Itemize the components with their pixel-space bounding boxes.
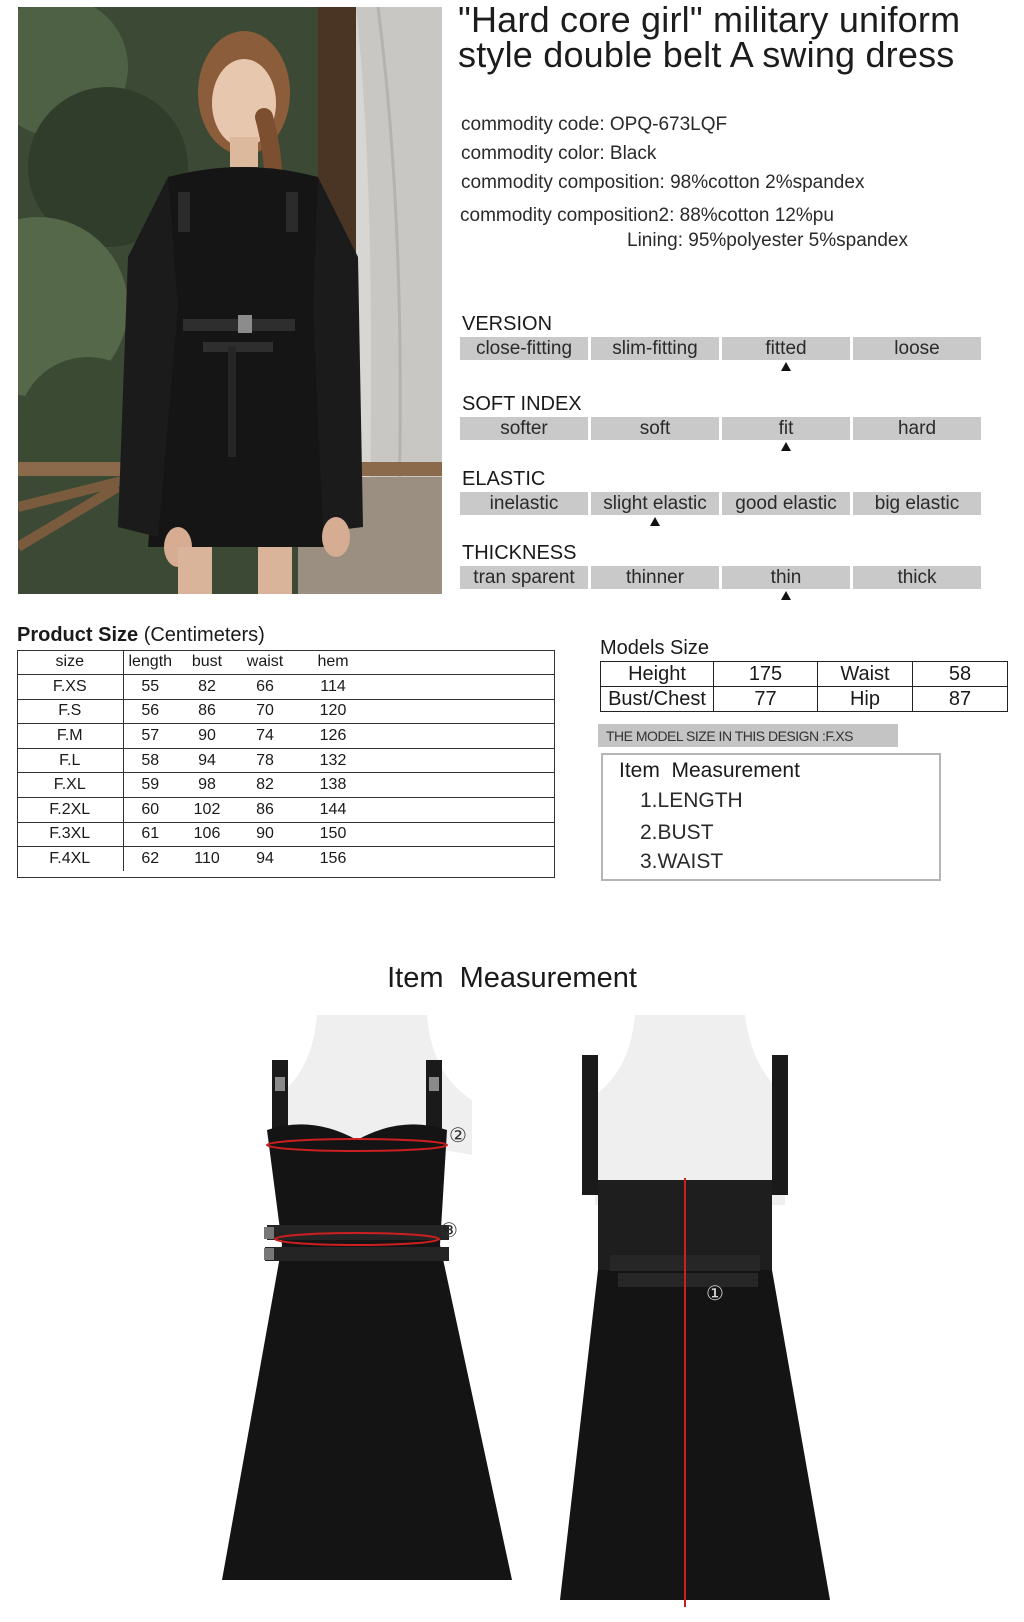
spec-composition2-value: 88%cotton 12%pu bbox=[679, 205, 834, 226]
table-row bbox=[17, 773, 555, 798]
product-size-heading: Product Size bbox=[17, 624, 139, 646]
table-row bbox=[17, 724, 555, 749]
spec-composition-value: 98%cotton 2%spandex bbox=[670, 172, 865, 193]
scale-option: big elastic bbox=[853, 492, 981, 515]
spec-composition-label: commodity composition: bbox=[461, 172, 665, 193]
selected-marker-soft-index bbox=[781, 442, 791, 451]
selected-marker-version bbox=[781, 362, 791, 371]
dress-back-view bbox=[560, 1015, 860, 1615]
table-cell: F.S bbox=[17, 699, 123, 724]
scale-option: slight elastic bbox=[591, 492, 719, 515]
scale-soft-index bbox=[460, 417, 981, 440]
scale-version bbox=[460, 337, 981, 360]
spec-composition2 bbox=[460, 205, 834, 227]
table-cell: 110 bbox=[194, 850, 220, 868]
table-cell: 60 bbox=[123, 798, 177, 823]
dress-back-illustration bbox=[560, 1015, 860, 1615]
scale-option: soft bbox=[591, 417, 719, 440]
scale-option: inelastic bbox=[460, 492, 588, 515]
models-size-title: Models Size bbox=[600, 637, 709, 659]
scale-option: fitted bbox=[722, 337, 850, 360]
table-row bbox=[17, 748, 555, 773]
measurement-item-length: 1.LENGTH bbox=[640, 789, 743, 812]
table-cell: 94 bbox=[177, 748, 237, 773]
item-measurement-box bbox=[601, 753, 941, 881]
product-photo bbox=[18, 7, 442, 594]
table-row bbox=[17, 822, 555, 847]
scale-elastic bbox=[460, 492, 981, 515]
scale-option: hard bbox=[853, 417, 981, 440]
table-cell: 66 bbox=[237, 675, 293, 700]
scale-title-soft-index: SOFT INDEX bbox=[462, 393, 582, 415]
spec-color-label: commodity color: bbox=[461, 143, 605, 164]
table-cell: 61 bbox=[123, 822, 177, 847]
table-cell: 90 bbox=[237, 822, 293, 847]
table-header-row bbox=[17, 650, 555, 675]
scale-option: close-fitting bbox=[460, 337, 588, 360]
table-cell: F.XS bbox=[17, 675, 123, 700]
spec-code-label: commodity code: bbox=[461, 114, 605, 135]
marker-length: ① bbox=[706, 1283, 724, 1305]
table-cell: 62 bbox=[141, 850, 160, 868]
scale-option: loose bbox=[853, 337, 981, 360]
table-cell-empty bbox=[373, 798, 555, 823]
waist-label: Waist bbox=[818, 662, 913, 687]
table-row bbox=[17, 675, 555, 700]
table-cell: 59 bbox=[123, 773, 177, 798]
table-cell: 138 bbox=[293, 773, 373, 798]
table-cell-empty bbox=[373, 822, 555, 847]
table-cell: 82 bbox=[237, 773, 293, 798]
table-cell: 86 bbox=[177, 699, 237, 724]
table-cell: F.2XL bbox=[17, 798, 123, 823]
item-measurement-heading: Item Measurement bbox=[387, 962, 637, 994]
table-cell: 132 bbox=[293, 748, 373, 773]
product-size-unit: (Centimeters) bbox=[143, 624, 265, 646]
height-label: Height bbox=[601, 662, 714, 687]
table-cell: 144 bbox=[293, 798, 373, 823]
table-cell: F.3XL bbox=[17, 822, 123, 847]
scale-option: thinner bbox=[591, 566, 719, 589]
table-cell: 94 bbox=[256, 850, 274, 868]
column-header-empty bbox=[373, 650, 555, 675]
scale-title-elastic: ELASTIC bbox=[462, 468, 546, 490]
bust-label: Bust/Chest bbox=[601, 687, 714, 712]
table-cell: F.XL bbox=[17, 773, 123, 798]
spec-composition2-label: commodity composition2: bbox=[460, 205, 675, 226]
scale-option: slim-fitting bbox=[591, 337, 719, 360]
table-cell: 78 bbox=[237, 748, 293, 773]
marker-bust: ② bbox=[449, 1125, 467, 1147]
dress-front-view bbox=[222, 1015, 522, 1615]
selected-marker-thickness bbox=[781, 591, 791, 600]
table-row bbox=[601, 662, 1008, 687]
selected-marker-elastic bbox=[650, 517, 660, 526]
scale-title-version: VERSION bbox=[462, 313, 553, 335]
height-value: 175 bbox=[714, 662, 818, 687]
table-cell-empty bbox=[373, 773, 555, 798]
table-cell-empty bbox=[373, 724, 555, 749]
bust-value: 77 bbox=[714, 687, 818, 712]
table-cell: 114 bbox=[293, 675, 373, 700]
table-row bbox=[601, 687, 1008, 712]
table-cell: 126 bbox=[293, 724, 373, 749]
column-header: hem bbox=[293, 650, 373, 675]
scale-thickness bbox=[460, 566, 981, 589]
table-cell-empty bbox=[373, 675, 555, 700]
dress-front-illustration bbox=[222, 1015, 522, 1615]
models-size-table bbox=[600, 661, 1008, 712]
table-cell: 58 bbox=[123, 748, 177, 773]
table-cell: 90 bbox=[177, 724, 237, 749]
table-cell-empty bbox=[373, 699, 555, 724]
spec-lining-value: 95%polyester 5%spandex bbox=[688, 230, 908, 251]
table-cell: 98 bbox=[177, 773, 237, 798]
table-cell: 86 bbox=[237, 798, 293, 823]
column-header: bust bbox=[177, 650, 237, 675]
table-cell: 55 bbox=[123, 675, 177, 700]
item-measurement-box-title: Item Measurement bbox=[619, 759, 800, 782]
scale-option: thick bbox=[853, 566, 981, 589]
table-row bbox=[17, 798, 555, 823]
model-design-size-note: THE MODEL SIZE IN THIS DESIGN :F.XS bbox=[598, 724, 898, 747]
product-size-table bbox=[17, 650, 555, 871]
hip-value: 87 bbox=[913, 687, 1008, 712]
scale-option: softer bbox=[460, 417, 588, 440]
scale-title-thickness: THICKNESS bbox=[462, 542, 577, 564]
measurement-item-bust: 2.BUST bbox=[640, 821, 714, 844]
table-cell: F.L bbox=[17, 748, 123, 773]
model-wearing-dress-illustration bbox=[18, 7, 442, 594]
product-size-title bbox=[17, 624, 265, 647]
table-cell: F.4XL bbox=[17, 847, 123, 872]
spec-lining-label: Lining: bbox=[627, 230, 683, 251]
table-cell: 56 bbox=[123, 699, 177, 724]
table-row bbox=[17, 699, 555, 724]
spec-lining bbox=[627, 230, 908, 252]
table-cell-empty bbox=[373, 748, 555, 773]
waist-value: 58 bbox=[913, 662, 1008, 687]
scale-option: good elastic bbox=[722, 492, 850, 515]
hip-label: Hip bbox=[818, 687, 913, 712]
column-header: waist bbox=[237, 650, 293, 675]
table-cell: 102 bbox=[177, 798, 237, 823]
table-cell: F.M bbox=[17, 724, 123, 749]
table-cell: 120 bbox=[293, 699, 373, 724]
scale-option: tran sparent bbox=[460, 566, 588, 589]
spec-code bbox=[461, 114, 727, 136]
spec-color bbox=[461, 143, 656, 165]
column-header: size bbox=[17, 650, 123, 675]
table-row bbox=[17, 847, 555, 872]
spec-color-value: Black bbox=[609, 143, 657, 164]
table-cell: 156 bbox=[319, 850, 347, 868]
table-cell: 106 bbox=[177, 822, 237, 847]
table-cell: 82 bbox=[177, 675, 237, 700]
scale-option: fit bbox=[722, 417, 850, 440]
column-header: length bbox=[123, 650, 177, 675]
spec-composition bbox=[461, 172, 864, 194]
table-cell: 57 bbox=[123, 724, 177, 749]
scale-option: thin bbox=[722, 566, 850, 589]
table-cell: 70 bbox=[237, 699, 293, 724]
table-cell: 150 bbox=[293, 822, 373, 847]
table-cell: 74 bbox=[237, 724, 293, 749]
marker-waist: ③ bbox=[440, 1220, 458, 1242]
product-title: "Hard core girl" military uniform style double belt A swing dress bbox=[458, 0, 961, 75]
spec-code-value: OPQ-673LQF bbox=[609, 114, 728, 135]
table-cell-empty bbox=[373, 847, 555, 872]
measurement-item-waist: 3.WAIST bbox=[640, 850, 724, 873]
